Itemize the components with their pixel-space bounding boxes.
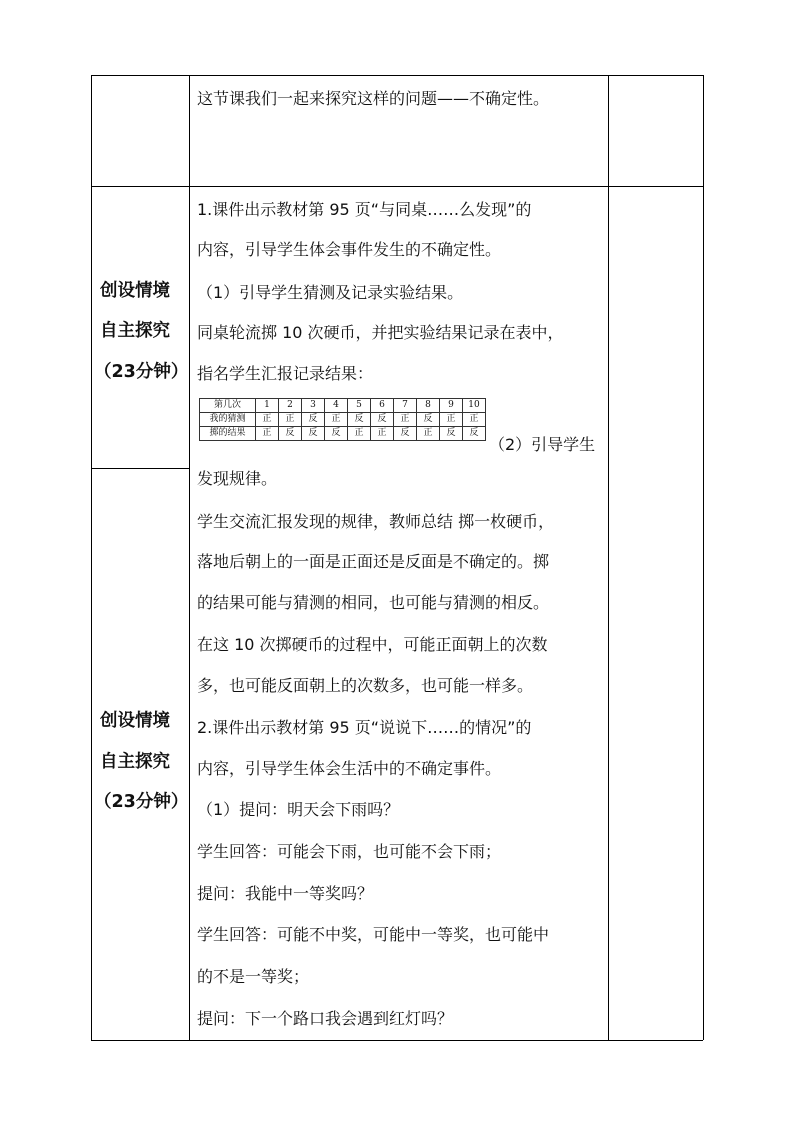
table-cell: 正 bbox=[348, 427, 371, 441]
row-divider bbox=[91, 186, 703, 187]
step1-sub2-end: 发现规律。 bbox=[197, 469, 278, 488]
step1-sub1: （1）引导学生猜测及记录实验结果。 bbox=[197, 283, 464, 302]
table-cell: 4 bbox=[325, 399, 348, 413]
table-cell: 反 bbox=[279, 427, 302, 441]
section1-title: 创设情境 bbox=[100, 281, 170, 301]
section2-subtitle: 自主探究 bbox=[100, 752, 170, 772]
summary-line3: 的结果可能与猜测的相同，也可能与猜测的相反。 bbox=[197, 593, 550, 612]
sidebar-divider bbox=[91, 468, 189, 469]
table-cell: 反 bbox=[417, 413, 440, 427]
table-row bbox=[200, 413, 486, 427]
table-cell: 正 bbox=[325, 413, 348, 427]
table-cell: 6 bbox=[371, 399, 394, 413]
summary-line1: 学生交流汇报发现的规律，教师总结 掷一枚硬币， bbox=[197, 512, 555, 531]
section2-duration: （23分钟） bbox=[94, 792, 189, 812]
question-prize: 提问：我能中一等奖吗？ bbox=[197, 884, 374, 903]
table-cell: 正 bbox=[417, 427, 440, 441]
table-cell: 反 bbox=[371, 413, 394, 427]
table-cell: 1 bbox=[256, 399, 279, 413]
table-cell: 正 bbox=[394, 413, 417, 427]
table-cell: 7 bbox=[394, 399, 417, 413]
table-cell: 反 bbox=[394, 427, 417, 441]
table-cell: 反 bbox=[325, 427, 348, 441]
step1-instruction-line1: 同桌轮流掷 10 次硬币，并把实验结果记录在表中， bbox=[197, 323, 564, 342]
answer-rain: 学生回答：可能会下雨，也可能不会下雨； bbox=[197, 842, 502, 861]
table-cell: 正 bbox=[463, 413, 486, 427]
table-row bbox=[200, 399, 486, 413]
table-cell: 正 bbox=[279, 413, 302, 427]
question-red-light: 提问：下一个路口我会遇到红灯吗？ bbox=[197, 1009, 454, 1028]
table-cell: 正 bbox=[440, 413, 463, 427]
step2-line1: 2.课件出示教材第 95 页“说说下……的情况”的 bbox=[197, 718, 532, 737]
table-top-border bbox=[91, 75, 703, 76]
section1-duration: （23分钟） bbox=[94, 362, 189, 382]
summary-line5: 多，也可能反面朝上的次数多，也可能一样多。 bbox=[197, 676, 534, 695]
table-cell: 正 bbox=[256, 413, 279, 427]
summary-line2: 落地后朝上的一面是正面还是反面是不确定的。掷 bbox=[197, 552, 550, 571]
table-cell: 10 bbox=[463, 399, 486, 413]
intro-text: 这节课我们一起来探究这样的问题——不确定性。 bbox=[197, 89, 550, 108]
table-cell: 2 bbox=[279, 399, 302, 413]
column-divider-2 bbox=[608, 75, 609, 1040]
question-rain: （1）提问：明天会下雨吗？ bbox=[197, 800, 400, 819]
table-right-border bbox=[703, 75, 704, 1040]
section1-subtitle: 自主探究 bbox=[100, 321, 170, 341]
table-cell: 反 bbox=[440, 427, 463, 441]
table-left-border bbox=[91, 75, 92, 1040]
table-cell: 正 bbox=[371, 427, 394, 441]
table-cell: 正 bbox=[256, 427, 279, 441]
table-cell: 5 bbox=[348, 399, 371, 413]
table-bottom-border bbox=[91, 1040, 703, 1041]
section2-title: 创设情境 bbox=[100, 711, 170, 731]
table-cell: 反 bbox=[302, 427, 325, 441]
table-cell: 3 bbox=[302, 399, 325, 413]
table-cell: 8 bbox=[417, 399, 440, 413]
step1-line1: 1.课件出示教材第 95 页“与同桌……么发现”的 bbox=[197, 200, 532, 219]
step2-line2: 内容，引导学生体会生活中的不确定事件。 bbox=[197, 759, 502, 778]
coin-trial-table bbox=[199, 398, 486, 441]
table-cell: 我的猜测 bbox=[200, 413, 256, 427]
step1-instruction-line2: 指名学生汇报记录结果： bbox=[197, 364, 374, 383]
table-row bbox=[200, 427, 486, 441]
summary-line4: 在这 10 次掷硬币的过程中，可能正面朝上的次数 bbox=[197, 635, 548, 654]
column-divider-1 bbox=[189, 75, 190, 1040]
table-cell: 反 bbox=[463, 427, 486, 441]
answer-prize-line1: 学生回答：可能不中奖，可能中一等奖，也可能中 bbox=[197, 925, 550, 944]
table-cell: 反 bbox=[302, 413, 325, 427]
step1-line2: 内容，引导学生体会事件发生的不确定性。 bbox=[197, 240, 502, 259]
table-cell: 9 bbox=[440, 399, 463, 413]
answer-prize-line2: 的不是一等奖； bbox=[197, 967, 310, 986]
table-cell: 反 bbox=[348, 413, 371, 427]
table-cell: 掷的结果 bbox=[200, 427, 256, 441]
table-cell: 第几次 bbox=[200, 399, 256, 413]
step1-sub2-start: （2）引导学生 bbox=[489, 435, 596, 454]
